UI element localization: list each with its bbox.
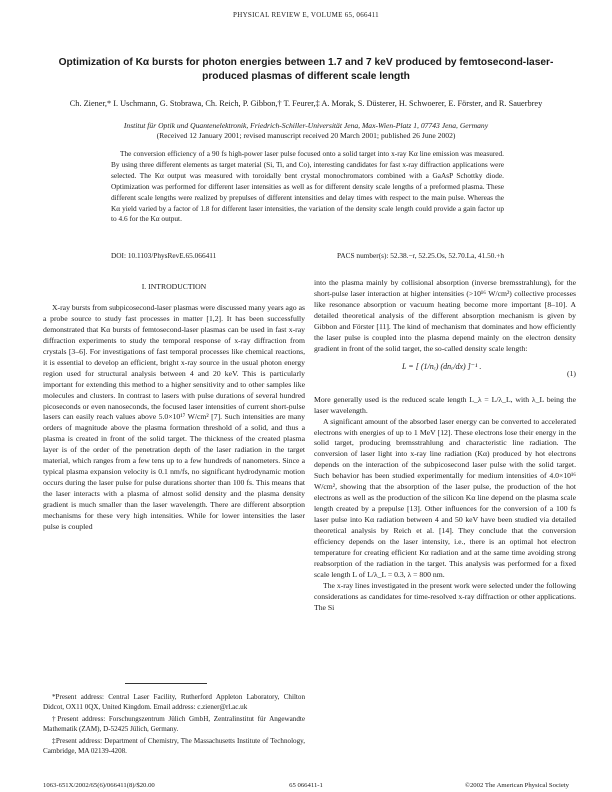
author-list: Ch. Ziener,* I. Uschmann, G. Stobrawa, Ch. Reich, P. Gibbon,† T. Feurer,‡ A. Morak, S. Düsterer, H. Schwoerer, E. Förster, and R. Sauerbrey [69, 99, 543, 108]
pacs-numbers: PACS number(s): 52.38.−r, 52.25.Os, 52.70.La, 41.50.+h [337, 251, 504, 260]
paper-title: Optimization of Kα bursts for photon energies between 1.7 and 7 keV produced by femtosecond-laser-produced plasmas of different scale length [58, 57, 554, 82]
equation-body [402, 362, 481, 373]
section-heading: I. INTRODUCTION [141, 282, 207, 291]
equation-lhs: L = [402, 361, 414, 371]
footnotes [43, 683, 305, 759]
footnote-divider [125, 683, 207, 684]
doi-link[interactable]: DOI: 10.1103/PhysRevE.65.066411 [111, 251, 217, 260]
footnote-gibbon: †Present address: Forschungszentrum Jülich GmbH, Zentralinstitut für Angewandte Mathematik (ZAM), D-52425 Jülich, Germany. [43, 715, 305, 734]
intro-paragraph-continued: into the plasma mainly by collisional absorption (inverse bremsstrahlung), for the short-pulse laser interaction at higher intensities (>10¹⁶ W/cm²) collective processes like resonance absorption or vacuum heating become more important [8–10]. A detailed theoretical analysis of the different absorption mechanism is given by Gibbon and Förster [11]. The kind of mechanism that dominates and how efficiently the laser pulse is coupled into the plasma depend mainly on the electron density gradient in front of the solid target, the so-called density scale length: [314, 278, 576, 353]
intro-paragraph: X-ray bursts from subpicosecond-laser plasmas were discussed many years ago as a probe source to study fast processes in matter [1,2]. It has been successfully demonstrated that Kα bursts of femtosecond-laser plasmas can be used in fast x-ray diffraction experiments to study the temporal response of x-ray diffraction from crystals [3–6]. For investigations of fast temporal processes like chemical reactions, it is essential to develop an efficient, bright x-ray source in the usual photon energy region used for structural analysis between 4 and 20 keV. This is particularly important for extending this method to a higher sensitivity and to other samples like molecules and clusters. In contrast to lasers with pulse durations of several hundred picoseconds or even nanoseconds, the focused laser intensities of current short-pulse lasers can easily reach values above 5.0×10¹⁷ W/cm² [7]. Such intensities are many orders of magnitude above the plasma formation threshold of a solid, and thus a plasma is created in front of the solid target. The thickness of the created plasma layer is of the order of the penetration depth of the laser radiation in the target material, which ranges from a few tens up to a few hundreds of nanometers. Since a typical plasma expansion velocity is 0.1 nm/fs, no significant hydrodynamic motion occurs during the laser pulse for pulse durations shorter than 100 fs. This means that the laser interacts with a plasma of almost solid density and the plasma density gradient is much smaller than the laser wavelength. There are different absorption mechanisms for these very high intensities. While for lower intensities the laser pulse is coupled [43, 302, 305, 532]
copyright: ©2002 The American Physical Society [464, 782, 569, 789]
right-column [314, 278, 576, 614]
footer-code: 1063-651X/2002/65(6)/066411(8)/$20.00 [43, 782, 155, 789]
hot-electron-paragraph: A significant amount of the absorbed laser energy can be converted to accelerated electrons with energies of up to 1 MeV [12]. These electrons lose their energy in the solid target, producing bremsstrahlung and characteristic line radiation. The conversion of laser light into x-ray line radiation (Kα) produced by hot electrons depends on the interaction of the subpicosecond laser pulse with the solid target. Such behavior has been studied experimentally for medium intensities of 4.0×10¹⁶ W/cm², showing that the absorption of the laser pulse, the production of the hot electrons as well as the production of the silicon Kα line depend on the plasma scale length created by a prepulse [13]. Other influences for the conversion of a 100 fs laser pulse into Kα radiation between 4 and 50 keV have been studied via detailed theoretical analysis by Reich et al. [14]. They conclude that the conversion efficiency depends on the laser intensity, i.e., there is an optimal hot electron temperature for creating efficient Kα radiation and at the same time avoiding strong reabsorption of the radiation in the target. This analysis was performed for a fixed scale length L of L/λ_L = 0.3, λ = 800 nm. [314, 416, 576, 579]
equation-rhs: [ (1/nₑ) (dnₑ/dx) ]⁻¹ . [415, 361, 482, 371]
received-dates: (Received 12 January 2001; revised manuscript received 20 March 2001; published 26 June 2002) [156, 131, 456, 140]
abstract: The conversion efficiency of a 90 fs high-power laser pulse focused onto a solid target into x-ray Kα line emission was measured. By using three different elements as target material (Si, Ti, and Co), interesting candidates for fast x-ray diffraction applications were selected. The Kα output was measured with toroidally bent crystal monochromators combined with a GaAsP Schottky diode. Optimization was performed for different laser intensities as well as for different density scale lengths of a preformed plasma. These different scale lengths were realized by prepulses of different intensities and delay times with respect to the main pulse. Whereas the Kα yield varied by a factor of 1.8 for different laser intensities, the variation of the density scale length could provide a gain factor up to 4.6 for the Kα output. [111, 149, 504, 224]
equation-number: (1) [567, 368, 576, 378]
affiliation: Institut für Optik und Quantenelektronik, Friedrich-Schiller-Universität Jena, Max-Wien-Platz 1, 07743 Jena, Germany [123, 121, 489, 130]
left-column [43, 282, 305, 533]
equation-scale-length [314, 359, 576, 389]
footnote-feurer: ‡Present address: Department of Chemistry, The Massachusetts Institute of Technology, Cambridge, MA 02139-4208. [43, 737, 305, 756]
xray-lines-paragraph: The x-ray lines investigated in the present work were selected under the following considerations as candidates for time-resolved x-ray diffraction or other applications. The Si [314, 580, 576, 612]
page-number: 65 066411-1 [289, 782, 323, 789]
running-head: PHYSICAL REVIEW E, VOLUME 65, 066411 [233, 11, 379, 19]
footnote-ziener: *Present address: Central Laser Facility, Rutherford Appleton Laboratory, Chilton Didcot, OX11 0QX, United Kingdom. Email address: c.ziener@rl.ac.uk [43, 693, 305, 712]
reduced-scale-length-paragraph: More generally used is the reduced scale length L_λ = L/λ_L, with λ_L being the laser wavelength. [314, 394, 576, 415]
